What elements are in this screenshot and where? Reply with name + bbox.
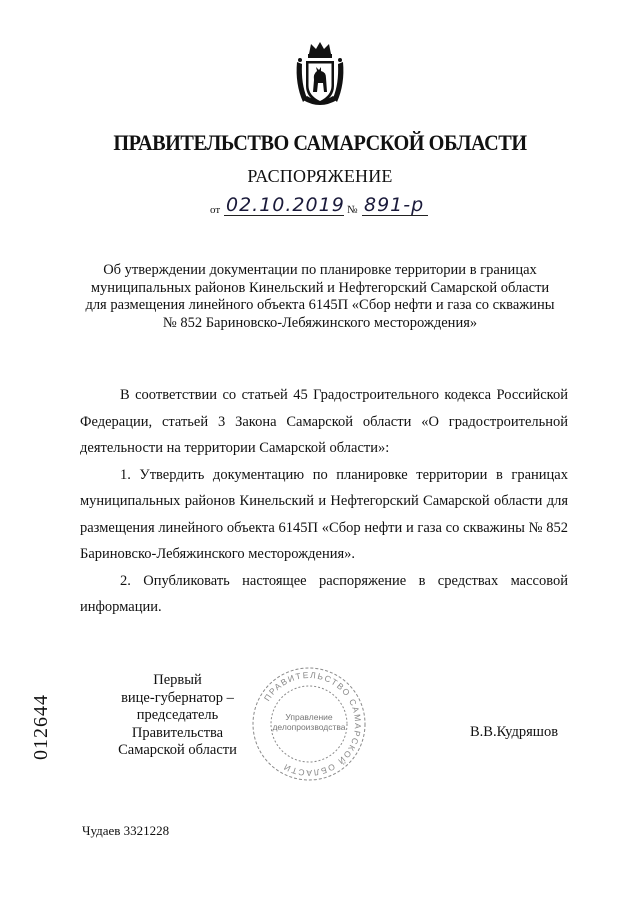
date-value: 02.10.2019 <box>226 194 345 216</box>
signatory-title-line-1: Первый <box>153 672 202 688</box>
date-number-line <box>210 194 440 222</box>
document-body <box>80 382 568 621</box>
executor-contact: Чудаев 3321228 <box>82 823 170 838</box>
stamp-inner-line-2: делопроизводства <box>272 722 346 732</box>
stamp-ring-text: ПРАВИТЕЛЬСТВО САМАРСКОЙ ОБЛАСТИ <box>261 669 364 779</box>
number-prefix: № <box>347 204 358 216</box>
item-1-paragraph: 1. Утвердить документацию по планировке территории в границах муниципальных районов Кинельский и Нефтегорский Самарской области для размещения линейного объекта 6145П «Сбор нефти и газа со скважины № 852 Бариновско-Лебяжинского месторождения». <box>80 466 568 562</box>
signatory-name: В.В.Кудряшов <box>470 724 559 740</box>
preamble-paragraph: В соответствии со статьей 45 Градостроительного кодекса Российской Федерации, статьей 3 Закона Самарской области «О градостроительной деятельности на территории Самарской области»: <box>80 387 568 456</box>
signatory-title-line-4: Самарской области <box>118 742 237 758</box>
signatory-title <box>90 672 265 760</box>
signatory-title-line-3: председатель Правительства <box>131 707 224 741</box>
document-subject: Об утверждении документации по планировке территории в границах муниципальных районов Кинельский и Нефтегорский Самарской области для размещения линейного объекта 6145П «Сбор нефти и газа со скважины № 852 Бариновско-Лебяжинского месторождения» <box>85 262 555 331</box>
registration-number: 012644 <box>30 694 52 760</box>
document-type: РАСПОРЯЖЕНИЕ <box>247 166 393 186</box>
samara-coat-of-arms-icon <box>293 40 347 112</box>
signatory-title-line-2: вице-губернатор – <box>121 689 234 706</box>
date-prefix: от <box>210 204 221 216</box>
number-value: 891-р <box>364 194 425 216</box>
stamp-inner-line-1: Управление <box>285 712 333 722</box>
item-2-paragraph: 2. Опубликовать настоящее распоряжение в средствах массовой информации. <box>80 572 568 615</box>
stamp-inner-text <box>270 712 348 732</box>
government-title: ПРАВИТЕЛЬСТВО САМАРСКОЙ ОБЛАСТИ <box>113 130 527 155</box>
